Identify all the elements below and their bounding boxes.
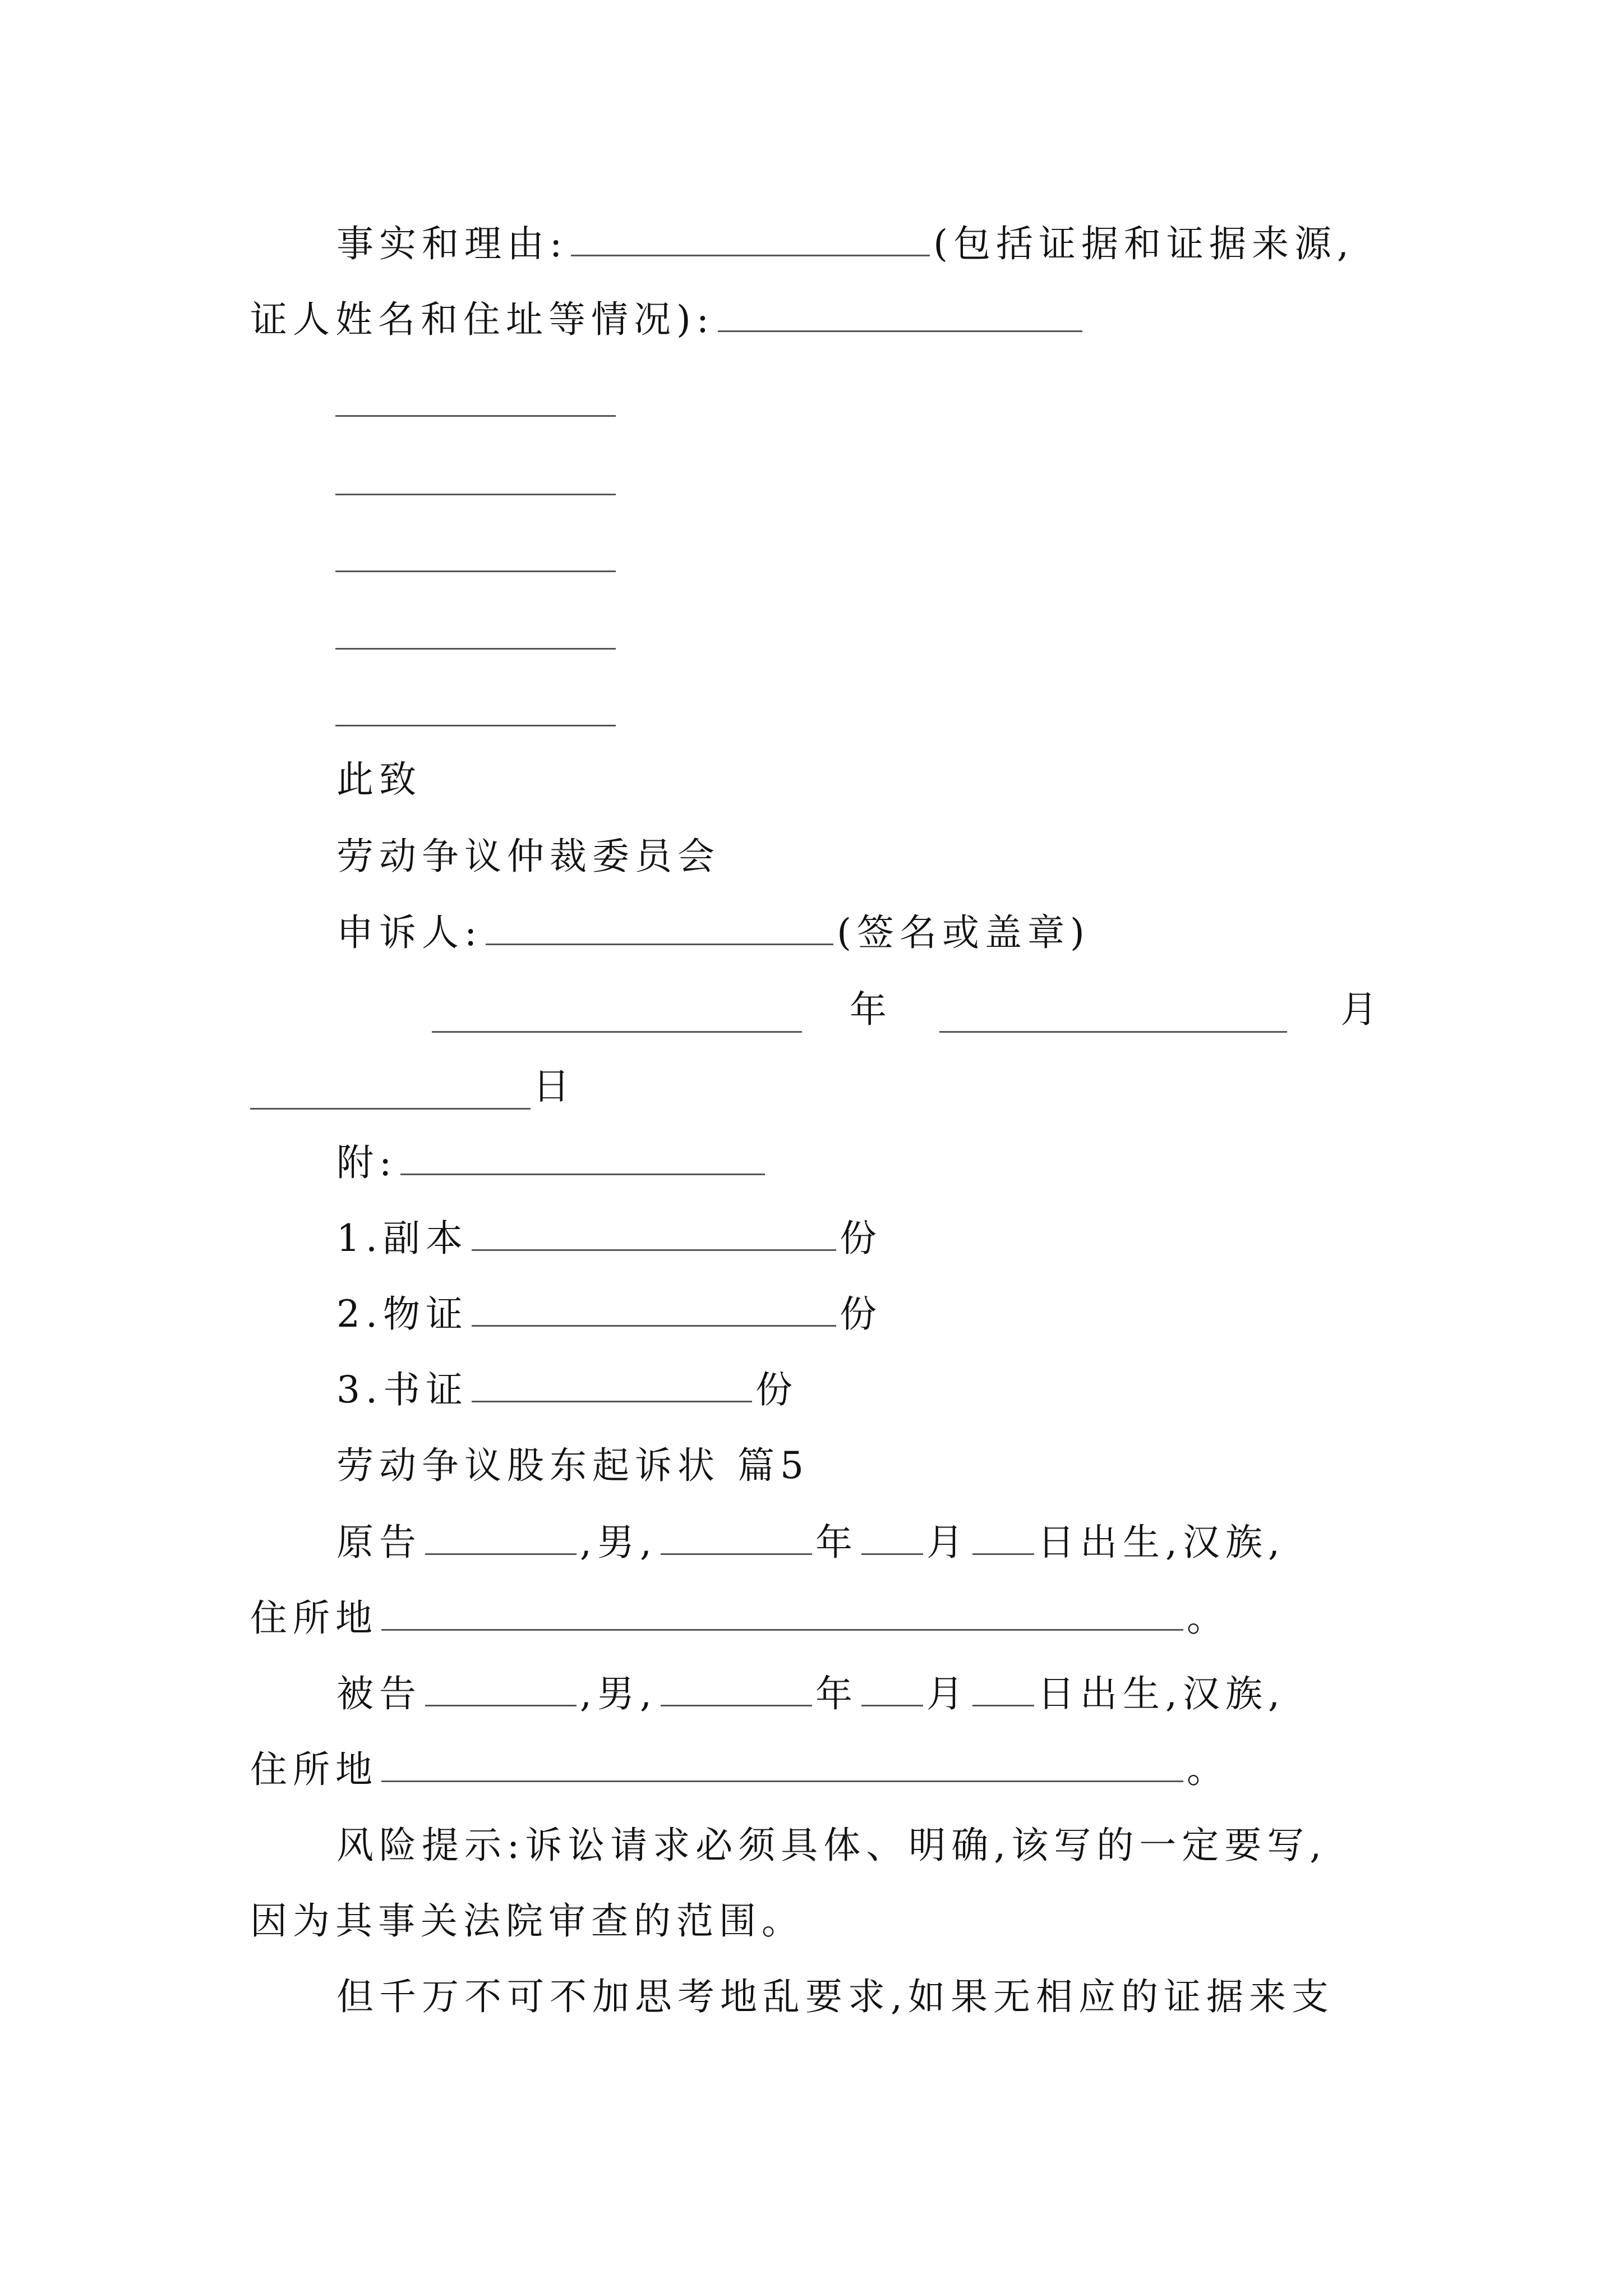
plaintiff-year-blank[interactable] bbox=[661, 1519, 812, 1555]
defendant-month: 月 bbox=[926, 1672, 969, 1715]
attachment-item-1 bbox=[336, 1213, 882, 1264]
plaintiff-birth: 日出生,汉族, bbox=[1037, 1521, 1285, 1564]
month-label: 月 bbox=[1340, 988, 1383, 1031]
reason-blank-line-2[interactable] bbox=[335, 494, 616, 495]
recipient: 劳动争议仲裁委员会 bbox=[336, 835, 720, 878]
plaintiff-residence-label: 住所地 bbox=[250, 1596, 378, 1640]
plaintiff-month: 月 bbox=[926, 1521, 969, 1564]
sign-note: (签名或盖章) bbox=[837, 911, 1090, 954]
attachments-blank[interactable] bbox=[400, 1139, 765, 1175]
reason-blank-line-5[interactable] bbox=[335, 725, 616, 726]
plaintiff-line-2 bbox=[250, 1593, 1229, 1644]
plaintiff-end: 。 bbox=[1187, 1596, 1229, 1640]
day-label: 日 bbox=[533, 1065, 575, 1108]
plaintiff-label: 原告 bbox=[336, 1521, 422, 1564]
reason-blank-line-4[interactable] bbox=[335, 648, 616, 650]
attachments-label: 附: bbox=[336, 1141, 398, 1184]
defendant-birth: 日出生,汉族, bbox=[1037, 1672, 1285, 1715]
facts-line-2 bbox=[250, 295, 1086, 345]
plaintiff-day-blank[interactable] bbox=[972, 1519, 1034, 1555]
year-label: 年 bbox=[850, 988, 892, 1031]
defendant-label: 被告 bbox=[336, 1672, 422, 1715]
attachment-item-2-label: 2.物证 bbox=[336, 1292, 468, 1336]
plaintiff-name-blank[interactable] bbox=[425, 1519, 577, 1555]
copies-blank[interactable] bbox=[472, 1214, 836, 1251]
facts-label: 事实和理由: bbox=[336, 222, 568, 265]
physical-evidence-blank[interactable] bbox=[472, 1290, 836, 1327]
plaintiff-gender: ,男, bbox=[580, 1521, 657, 1564]
defendant-year-blank[interactable] bbox=[661, 1670, 812, 1706]
month-blank[interactable] bbox=[939, 1031, 1287, 1033]
facts-blank[interactable] bbox=[571, 220, 930, 256]
attachments-line bbox=[336, 1138, 768, 1188]
appellant-blank[interactable] bbox=[486, 909, 833, 945]
appellant-label: 申诉人: bbox=[336, 911, 483, 954]
risk-line-3: 但千万不可不加思考地乱要求,如果无相应的证据来支 bbox=[336, 1975, 1334, 2018]
documentary-evidence-blank[interactable] bbox=[472, 1366, 752, 1402]
facts-note-2: 证人姓名和住址等情况): bbox=[250, 298, 714, 341]
plaintiff-month-blank[interactable] bbox=[861, 1519, 923, 1555]
attachment-item-3-label: 3.书证 bbox=[336, 1368, 468, 1411]
attachment-item-3 bbox=[336, 1365, 798, 1415]
defendant-line-1 bbox=[336, 1669, 1285, 1719]
section-title: 劳动争议股东起诉状 篇5 bbox=[336, 1444, 809, 1487]
defendant-residence-blank[interactable] bbox=[381, 1746, 1183, 1782]
day-blank[interactable] bbox=[250, 1108, 531, 1110]
defendant-end: 。 bbox=[1187, 1748, 1229, 1791]
attachment-item-1-label: 1.副本 bbox=[336, 1217, 468, 1260]
risk-line-2: 因为其事关法院审查的范围。 bbox=[250, 1899, 804, 1943]
witness-blank[interactable] bbox=[718, 296, 1082, 332]
reason-blank-line-1[interactable] bbox=[335, 415, 616, 417]
plaintiff-year: 年 bbox=[815, 1521, 858, 1564]
reason-blank-line-3[interactable] bbox=[335, 570, 616, 572]
risk-line-1: 风险提示:诉讼请求必须具体、明确,该写的一定要写, bbox=[336, 1824, 1327, 1867]
defendant-name-blank[interactable] bbox=[425, 1670, 577, 1706]
defendant-line-2 bbox=[250, 1745, 1229, 1795]
year-blank[interactable] bbox=[432, 1031, 802, 1033]
facts-note-1: (包括证据和证据来源, bbox=[933, 222, 1354, 265]
appellant-line bbox=[336, 908, 1090, 958]
attachment-item-1-unit: 份 bbox=[839, 1217, 882, 1260]
plaintiff-residence-blank[interactable] bbox=[381, 1594, 1183, 1631]
attachment-item-2-unit: 份 bbox=[839, 1292, 882, 1336]
defendant-residence-label: 住所地 bbox=[250, 1748, 378, 1791]
plaintiff-line-1 bbox=[336, 1517, 1285, 1568]
defendant-day-blank[interactable] bbox=[972, 1670, 1034, 1706]
attachment-item-2 bbox=[336, 1289, 882, 1340]
defendant-year: 年 bbox=[815, 1672, 858, 1715]
attachment-item-3-unit: 份 bbox=[755, 1368, 798, 1411]
defendant-gender: ,男, bbox=[580, 1672, 657, 1715]
greeting: 此致 bbox=[336, 758, 422, 801]
defendant-month-blank[interactable] bbox=[861, 1670, 923, 1706]
facts-line-1 bbox=[336, 219, 1354, 269]
